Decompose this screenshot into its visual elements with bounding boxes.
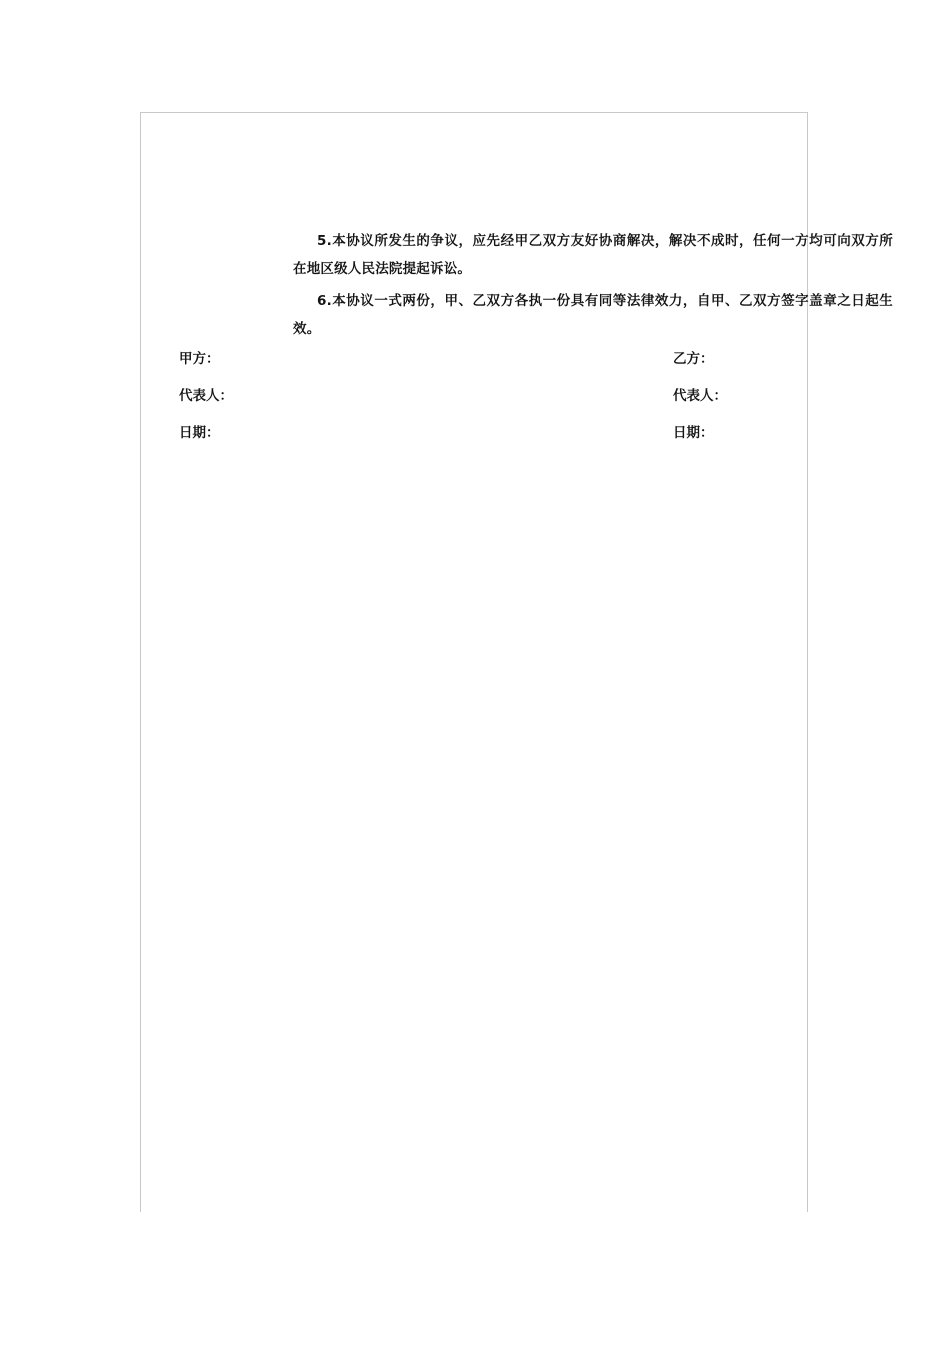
signature-row-representative [141, 384, 809, 421]
paragraph-clause-5-text: 5.本协议所发生的争议，应先经甲乙双方友好协商解决，解决不成时，任何一方均可向双方所在地区级人民法院提起诉讼。 [293, 233, 893, 277]
signature-row-date [141, 421, 809, 458]
paragraph-clause-5 [293, 227, 893, 283]
paragraph-clause-6-text: 6.本协议一式两份，甲、乙双方各执一份具有同等法律效力，自甲、乙双方签字盖章之日起生效。 [293, 293, 893, 337]
party-b-label: 乙方： [673, 351, 714, 367]
party-b-representative-label: 代表人： [673, 388, 727, 404]
party-a-representative-label: 代表人： [179, 388, 233, 404]
paragraph-clause-6 [293, 287, 893, 343]
party-b-date-label: 日期： [673, 425, 714, 441]
party-a-label: 甲方： [179, 351, 220, 367]
signature-row-party [141, 347, 809, 384]
signature-block [141, 347, 809, 458]
document-content-frame [140, 112, 893, 1212]
party-a-date-label: 日期： [179, 425, 220, 441]
